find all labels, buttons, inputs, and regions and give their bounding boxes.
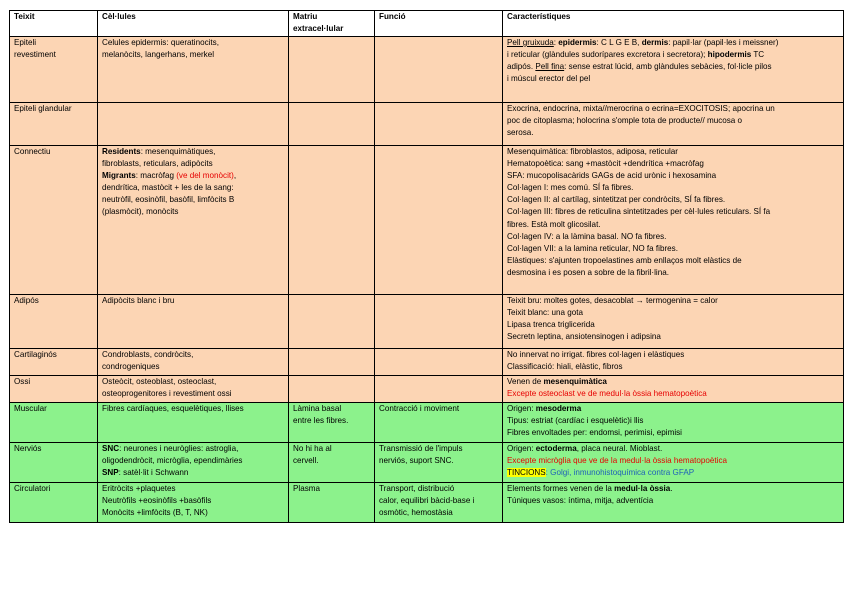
row-muscular bbox=[10, 403, 844, 443]
cell-caracteristiques: Origen: ectoderma, placa neural. Mioblast. Excepte micròglia que ve de la medul·la òssia hematopoètica TINCIONS: Golgi, inmunohistoquímica contra GFAP bbox=[503, 443, 844, 483]
cell-teixit: Connectiu bbox=[10, 146, 98, 295]
row-nervios bbox=[10, 443, 844, 483]
cell-teixit: Epiteli glandular bbox=[10, 103, 98, 146]
cell-cellules: SNC: neurones i neuròglies: astroglia, oligodendròcit, micròglia, ependimàries SNP: satèl·lit i Schwann bbox=[98, 443, 289, 483]
row-epiteli-glandular bbox=[10, 103, 844, 146]
row-cartilaginos bbox=[10, 349, 844, 376]
header-row bbox=[10, 11, 844, 37]
cell-funcio bbox=[375, 295, 503, 349]
cell-funcio: Transmissió de l'impuls nerviós, suport SNC. bbox=[375, 443, 503, 483]
cell-matriu bbox=[289, 295, 375, 349]
row-adipos bbox=[10, 295, 844, 349]
cell-caracteristiques: Venen de mesenquimàtica Excepte osteoclast ve de medul·la òssia hematopoètica bbox=[503, 376, 844, 403]
cell-caracteristiques: Elements formes venen de la medul·la òssia. Túniques vasos: íntima, mitja, adventícia bbox=[503, 483, 844, 523]
row-epiteli-revestiment bbox=[10, 37, 844, 103]
cell-caracteristiques: Mesenquimàtica: fibroblastos, adiposa, reticular Hematopoètica: sang +mastòcit +dendrítica +macròfag SFA: mucopolisacàrids GAGs de acid urònic i hexosamina Col·lagen I: mes comú. SÍ fa fibres. Col·lagen II: al cartílag, sintetitzat per condròcits, SÍ fa fibres. Col·lagen III: fibres de reticulina sintetitzades per cèl·lules reticulars. SÍ fa fibres. Està molt glicosilat. Col·lagen IV: a la làmina basal. NO fa fibres. Col·lagen VII: a la lamina reticular, NO fa fibres. Elàstiques: s'ajunten tropoelastines amb enllaços molt elàstics de desmosina i es posen a sobre de la fibril·lina. bbox=[503, 146, 844, 295]
cell-caracteristiques: Exocrina, endocrina, mixta//merocrina o ecrina=EXOCITOSIS; apocrina un poc de citoplasma; holocrina s'omple tota de producte// mucosa o serosa. bbox=[503, 103, 844, 146]
cell-caracteristiques: No innervat no irrigat. fibres col·lagen i elàstiques Classificació: hiali, elàstic, fibros bbox=[503, 349, 844, 376]
cell-matriu bbox=[289, 103, 375, 146]
cell-teixit: Circulatori bbox=[10, 483, 98, 523]
cell-cellules: Osteòcit, osteoblast, osteoclast, osteoprogenitores i revestiment ossi bbox=[98, 376, 289, 403]
cell-cellules bbox=[98, 103, 289, 146]
cell-cellules: Adipòcits blanc i bru bbox=[98, 295, 289, 349]
histology-table bbox=[9, 10, 844, 523]
cell-funcio: Contracció i moviment bbox=[375, 403, 503, 443]
row-circulatori bbox=[10, 483, 844, 523]
cell-teixit: Nerviós bbox=[10, 443, 98, 483]
header-cellules: Cèl·lules bbox=[98, 11, 289, 37]
cell-caracteristiques: Origen: mesoderma Tipus: estriat (cardíac i esquelètic)i llis Fibres envoltades per: endomsi, perimisi, epimisi bbox=[503, 403, 844, 443]
cell-matriu bbox=[289, 349, 375, 376]
cell-teixit: Ossi bbox=[10, 376, 98, 403]
cell-cellules: Eritròcits +plaquetes Neutròfils +eosinòfils +basòfils Monòcits +limfòcits (B, T, NK) bbox=[98, 483, 289, 523]
cell-cellules: Condroblasts, condròcits, condrogeniques bbox=[98, 349, 289, 376]
cell-cellules: Fibres cardíaques, esquelètiques, llises bbox=[98, 403, 289, 443]
cell-matriu bbox=[289, 146, 375, 295]
cell-teixit: Epiteli revestiment bbox=[10, 37, 98, 103]
cell-funcio bbox=[375, 146, 503, 295]
cell-cellules: Residents: mesenquimàtiques, fibroblasts, reticulars, adipòcits Migrants: macròfag (ve del monòcit), dendrítica, mastòcit + les de la sang: neutròfil, eosinòfil, basòfil, limfòcits B (plasmòcit), monòcits bbox=[98, 146, 289, 295]
cell-teixit: Muscular bbox=[10, 403, 98, 443]
cell-caracteristiques: Teixit bru: moltes gotes, desacoblat → termogenina = calor Teixit blanc: una gota Lipasa trenca triglicerida Secretn leptina, ansiotensinogen i adipsina bbox=[503, 295, 844, 349]
cell-matriu: No hi ha al cervell. bbox=[289, 443, 375, 483]
cell-teixit: Cartilaginós bbox=[10, 349, 98, 376]
cell-matriu bbox=[289, 37, 375, 103]
cell-funcio: Transport, distribució calor, equilibri bàcid-base i osmòtic, hemostàsia bbox=[375, 483, 503, 523]
row-connectiu bbox=[10, 146, 844, 295]
cell-matriu: Plasma bbox=[289, 483, 375, 523]
cell-matriu bbox=[289, 376, 375, 403]
cell-funcio bbox=[375, 103, 503, 146]
header-funcio: Funció bbox=[375, 11, 503, 37]
header-caracteristiques: Característiques bbox=[503, 11, 844, 37]
cell-teixit: Adipós bbox=[10, 295, 98, 349]
cell-funcio bbox=[375, 349, 503, 376]
header-teixit: Teixit bbox=[10, 11, 98, 37]
cell-cellules: Celules epidermis: queratinocits, melanòcits, langerhans, merkel bbox=[98, 37, 289, 103]
header-matriu: Matriu extracel·lular bbox=[289, 11, 375, 37]
row-ossi bbox=[10, 376, 844, 403]
cell-funcio bbox=[375, 37, 503, 103]
cell-matriu: Làmina basal entre les fibres. bbox=[289, 403, 375, 443]
cell-caracteristiques: Pell gruixuda: epidermis: C L G E B, dermis: papil·lar (papil·les i meissner) i reticular (glàndules sudorípares excretora i secretora); hipodermis TC adipós. Pell fina: sense estrat lúcid, amb glàndules sebàcies, fol·licle pilos i múscul erector del pel bbox=[503, 37, 844, 103]
cell-funcio bbox=[375, 376, 503, 403]
